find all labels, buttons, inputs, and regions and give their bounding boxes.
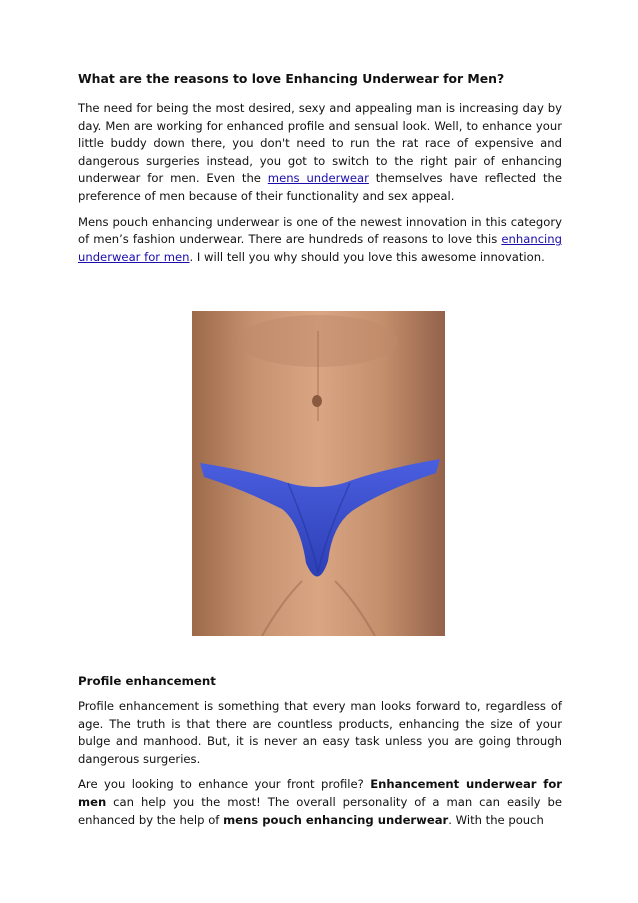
p4-text-a: Are you looking to enhance your front profile? [78,777,371,792]
p4-text-e: . With the pouch [448,812,544,827]
second-text-start: Mens pouch enhancing underwear is one of the newest innovation in this category of men’s fashion underwear. There are hundreds of reasons to love this [78,214,562,247]
article-title: What are the reasons to love Enhancing Underwear for Men? [78,71,505,86]
intro-text-start: The need for being the most desired, sexy and appealing man is increasing day by day. Men are working for enhanced profile and sensual look. Well, to enhance your little buddy down there, you don't need to run the rat race of expensive and dangerous surgeries instead, you got to switch to the right pair of enhancing underwear for men. Even the [78,101,562,186]
p4-bold-d: mens pouch enhancing underwear [223,812,449,827]
intro-paragraph [78,100,562,206]
profile-paragraph-1: Profile enhancement is something that every man looks forward to, regardless of age. The truth is that there are countless products, enhancing the size of your bulge and manhood. But, it is never an easy task unless you are going through dangerous surgeries. [78,699,562,766]
intro-text-end: themselves have reflected the preference of men because of their functionality and sex appeal. [78,171,562,203]
profile-paragraph-2 [78,776,562,829]
profile-section [78,672,562,837]
section-heading: Profile enhancement [78,674,216,688]
product-photo-illustration [192,311,445,636]
product-photo [192,311,445,636]
p4-text-c: can help you the most! The overall personality of a man can easily be enhanced by the help of [78,794,562,827]
enhancing-underwear-link[interactable]: enhancing underwear for men [78,232,562,264]
mens-underwear-link[interactable]: mens underwear [267,171,369,186]
second-paragraph [78,214,562,267]
second-text-end: . I will tell you why should you love this awesome innovation. [189,249,545,264]
article-body [78,70,562,274]
p4-bold-b: Enhancement underwear for men [78,777,563,809]
